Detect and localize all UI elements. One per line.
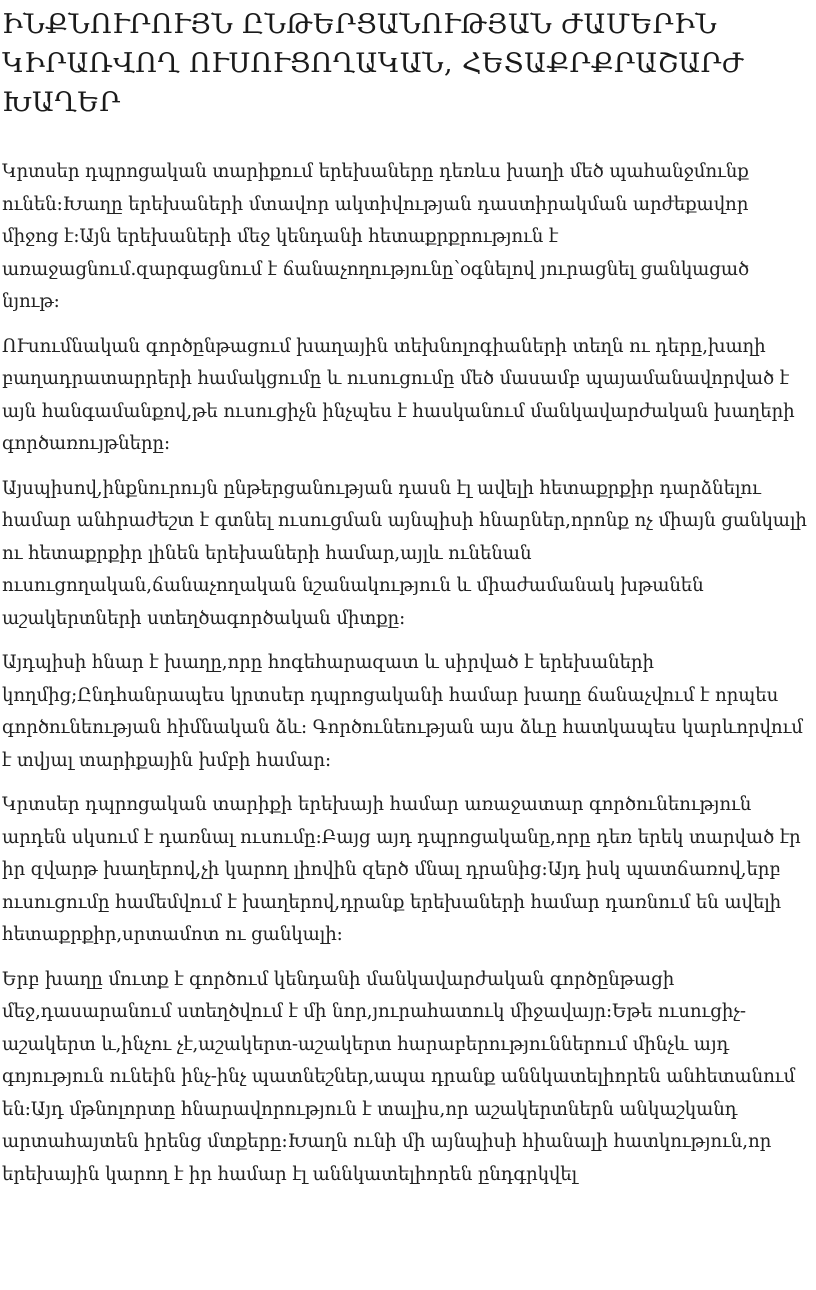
paragraph-2: ՈՒսումնական գործընթացում խաղային տեխնոլոգիաների տեղն ու դերը,խաղի բաղադրատարրերի համակցումը և ուսուցումը մեծ մասամբ պայամանավորված է այն հանգամանքով,թե ուսուցիչն ինչպես է հասկանում մանկավարժական խաղերի գործառույթները:: [2, 335, 795, 454]
document-body: [2, 156, 808, 1191]
paragraph-6: Երբ խաղը մուտք է գործում կենդանի մանկավարժական գործընթացի մեջ,դասարանում ստեղծվում է մի նոր,յուրահատուկ միջավայր:Եթե ուսուցիչ-աշակերտ և,ինչու չէ,աշակերտ-աշակերտ հարաբերություններում մինչև այդ գոյություն ունեին ինչ-ինչ պատնեշներ,ապա դրանք աննկատելիորեն անհետանում են:Այդ մթնոլորտը հնարավորություն է տալիս,որ աշակերտներն անկաշկանդ արտահայտեն իրենց մտքերը:Խաղն ունի մի այնպիսի հիանալի հատկություն,որ երեխային կարող է իր համար էլ աննկատելիորեն ընդգրկվել: [2, 968, 796, 1185]
paragraph-4: Այդպիսի հնար է խաղը,որը հոգեհարազատ և սիրված է երեխաների կողմից;Ընդհանրապես կրտսեր դպրոցականի համար խաղը ճանաչվում է որպես գործունեության հիմնական ձև: Գործունեության այս ձևը հատկապես կարևորվում է տվյալ տարիքային խմբի համար:: [2, 652, 803, 771]
document-title: ԻՆՔՆՈՒՐՈՒՅՆ ԸՆԹԵՐՑԱՆՈՒԹՅԱՆ ԺԱՄԵՐԻՆ ԿԻՐԱՌՎՈՂ ՈՒՍՈՒՑՈՂԱԿԱՆ, ՀԵՏԱՔՐՔՐԱՇԱՐԺ ԽԱՂԵՐ: [2, 9, 745, 118]
paragraph-3: Այսպիսով,ինքնուրույն ընթերցանության դասն էլ ավելի հետաքրքիր դարձնելու համար անհրաժեշտ է գտնել ուսուցման այնպիսի հնարներ,որոնք ոչ միայն ցանկալի ու հետաքրքիր լինեն երեխաների համար,այլև ունենան ուսուցողական,ճանաչողական նշանակություն և միաժամանակ խթանեն աշակերտների ստեղծագործական միտքը:: [2, 477, 807, 629]
paragraph-5: Կրտսեր դպրոցական տարիքի երեխայի համար առաջատար գործունեություն արդեն սկսում է դառնալ ուսումը:Բայց այդ դպրոցականը,որը դեռ երեկ տարված էր իր զվարթ խաղերով,չի կարող լիովին զերծ մնալ դրանից:Այդ իսկ պատճառով,երբ ուսուցումը համեմվում է խաղերով,դրանք երեխաների համար դառնում են ավելի հետաքրքիր,սրտամոտ ու ցանկալի:: [2, 794, 801, 945]
paragraph-1: Կրտսեր դպրոցական տարիքում երեխաները դեռևս խաղի մեծ պահանջմունք ունեն:Խաղը երեխաների մտավոր ակտիվության դաստիրակման արժեքավոր միջոց է:Այն երեխաների մեջ կենդանի հետաքրքրություն է առաջացնում.զարգացնում է ճանաչողությունը՝օգնելով յուրացնել ցանկացած նյութ:: [2, 161, 750, 312]
